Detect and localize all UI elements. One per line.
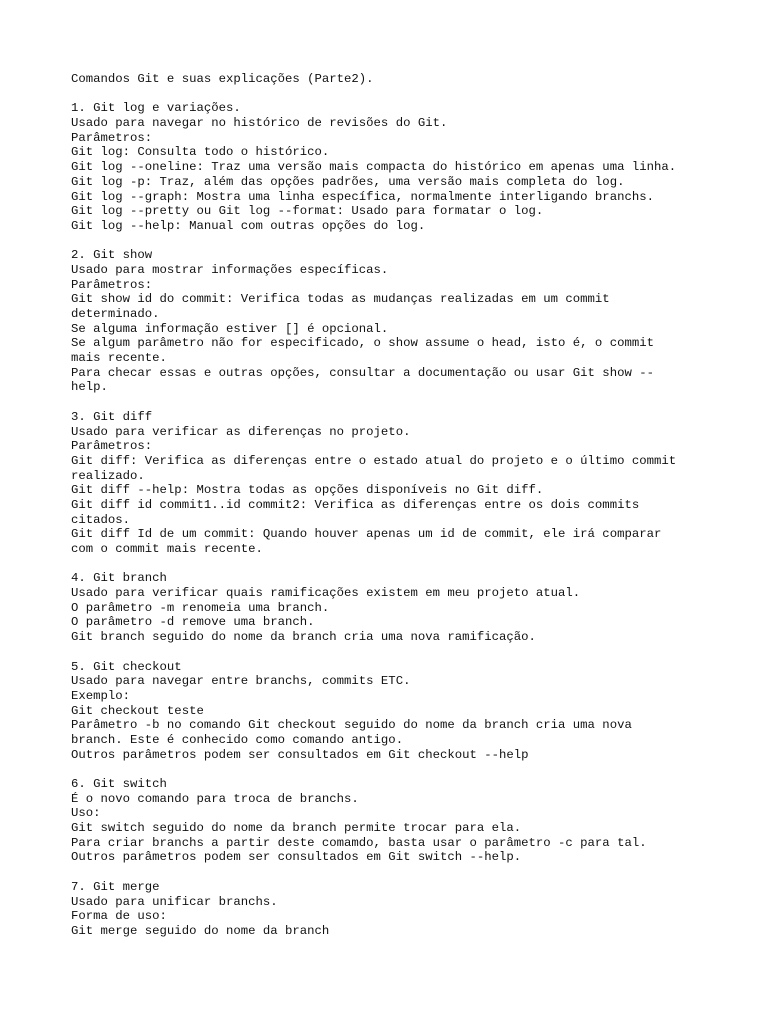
section-3	[71, 410, 701, 557]
section-line: É o novo comando para troca de branchs.	[71, 791, 359, 806]
section-5	[71, 660, 701, 763]
section-line: com o commit mais recente.	[71, 542, 263, 556]
section-line: Git merge seguido do nome da branch	[71, 923, 330, 938]
section-line: Git log --oneline: Traz uma versão mais compacta do histórico em apenas uma linha.	[71, 160, 677, 175]
section-line: Parâmetros:	[71, 439, 153, 454]
section-line: Para criar branchs a partir deste comamdo, basta usar o parâmetro -c para tal.	[71, 835, 647, 850]
section-heading: 2. Git show	[71, 248, 153, 263]
section-line: Git log --graph: Mostra uma linha específica, normalmente interligando branchs.	[71, 189, 654, 204]
section-line: help.	[71, 380, 108, 395]
section-line: Outros parâmetros podem ser consultados em Git checkout --help	[71, 747, 529, 762]
section-line: Git diff Id de um commit: Quando houver apenas um id de commit, ele irá comparar	[71, 527, 662, 542]
section-line: Git diff id commit1..id commit2: Verifica as diferenças entre os dois commits	[71, 497, 640, 512]
section-line: mais recente.	[71, 351, 167, 366]
section-line: Git log -p: Traz, além das opções padrões, uma versão mais completa do log.	[71, 174, 625, 189]
section-line: O parâmetro -d remove uma branch.	[71, 615, 315, 630]
section-heading: 3. Git diff	[71, 409, 153, 424]
section-line: Git diff: Verifica as diferenças entre o estado atual do projeto e o último commit	[71, 453, 677, 468]
section-heading: 4. Git branch	[71, 571, 167, 586]
section-2	[71, 248, 701, 395]
section-line: Git diff --help: Mostra todas as opções disponíveis no Git diff.	[71, 483, 544, 498]
section-line: Usado para navegar no histórico de revisões do Git.	[71, 116, 448, 131]
section-line: Git switch seguido do nome da branch permite trocar para ela.	[71, 821, 522, 836]
section-line: Git log: Consulta todo o histórico.	[71, 145, 330, 160]
section-line: Git log --pretty ou Git log --format: Usado para formatar o log.	[71, 204, 544, 219]
section-line: branch. Este é conhecido como comando antigo.	[71, 732, 404, 747]
section-6	[71, 777, 701, 865]
section-line: Exemplo:	[71, 688, 131, 703]
section-line: Parâmetro -b no comando Git checkout seguido do nome da branch cria uma nova	[71, 718, 632, 733]
section-line: Uso:	[71, 806, 101, 821]
section-heading: 1. Git log e variações.	[71, 101, 241, 116]
section-line: Forma de uso:	[71, 909, 167, 924]
section-4	[71, 571, 701, 644]
section-line: realizado.	[71, 468, 145, 483]
section-line: Usado para navegar entre branchs, commits ETC.	[71, 674, 411, 689]
section-line: Para checar essas e outras opções, consultar a documentação ou usar Git show --	[71, 365, 654, 380]
section-line: Usado para verificar as diferenças no projeto.	[71, 424, 411, 439]
section-heading: 7. Git merge	[71, 879, 160, 894]
section-line: Git branch seguido do nome da branch cria uma nova ramificação.	[71, 630, 536, 645]
section-line: Usado para unificar branchs.	[71, 894, 278, 909]
section-line: Git log --help: Manual com outras opções do log.	[71, 218, 426, 233]
section-line: Se algum parâmetro não for especificado, o show assume o head, isto é, o commit	[71, 336, 654, 351]
document-title: Comandos Git e suas explicações (Parte2).	[71, 72, 374, 86]
section-line: Parâmetros:	[71, 130, 153, 145]
section-line: Usado para mostrar informações específicas.	[71, 262, 389, 277]
section-line: Outros parâmetros podem ser consultados em Git switch --help.	[71, 850, 522, 865]
section-line: O parâmetro -m renomeia uma branch.	[71, 600, 330, 615]
section-1	[71, 101, 701, 233]
section-line: determinado.	[71, 307, 160, 321]
document-body	[71, 101, 701, 938]
section-7	[71, 880, 701, 939]
section-heading: 6. Git switch	[71, 777, 167, 791]
section-heading: 5. Git checkout	[71, 659, 182, 674]
section-line: Usado para verificar quais ramificações existem em meu projeto atual.	[71, 586, 581, 601]
section-line: citados.	[71, 512, 131, 527]
section-line: Parâmetros:	[71, 277, 153, 292]
section-line: Git show id do commit: Verifica todas as mudanças realizadas em um commit	[71, 292, 610, 307]
section-line: Git checkout teste	[71, 703, 204, 718]
section-line: Se alguma informação estiver [] é opcional.	[71, 321, 389, 336]
document-page	[71, 72, 701, 939]
